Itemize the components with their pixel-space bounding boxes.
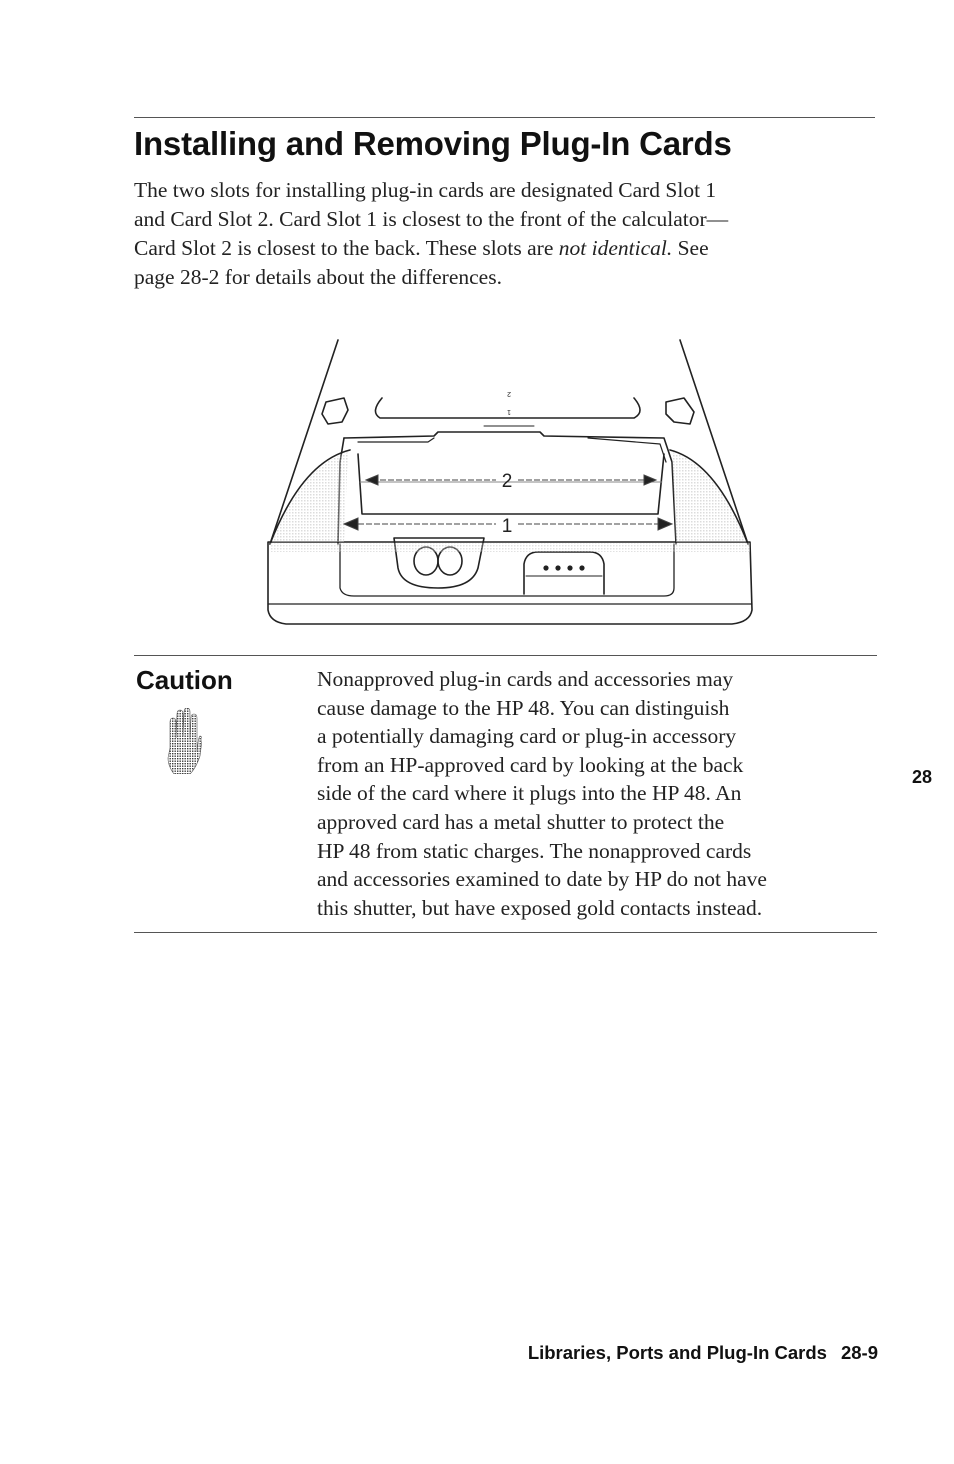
caution-heading: Caution — [136, 665, 233, 695]
card-slots-illustration — [262, 332, 756, 632]
caution-top-rule — [134, 655, 877, 656]
page-footer — [528, 1341, 878, 1365]
caution-line-9: this shutter, but have exposed gold contacts instead. — [317, 895, 763, 920]
caution-body — [317, 665, 877, 922]
intro-emphasis: not identical. — [558, 236, 673, 260]
intro-line-1: The two slots for installing plug-in cards are designated Card Slot 1 — [134, 178, 717, 202]
io-port — [524, 552, 604, 594]
caution-line-6: approved card has a metal shutter to protect the — [317, 809, 725, 834]
right-window-icon — [666, 398, 694, 424]
caution-line-4: from an HP-approved card by looking at the back — [317, 752, 744, 777]
caution-line-5: side of the card where it plugs into the HP 48. An — [317, 781, 742, 806]
intro-line-2: and Card Slot 2. Card Slot 1 is closest to the front of the calculator— — [134, 207, 729, 231]
hand-stop-icon — [162, 708, 202, 774]
intro-line-4: page 28-2 for details about the differences. — [134, 265, 502, 289]
caution-line-1: Nonapproved plug-in cards and accessories may — [317, 667, 734, 691]
footer-page-number: 28-9 — [840, 1342, 878, 1363]
slot-1-label: 1 — [501, 516, 513, 537]
caution-line-3: a potentially damaging card or plug-in accessory — [317, 724, 737, 749]
slot-mini-label-top: 2 — [507, 390, 511, 397]
chapter-tab: 28 — [912, 767, 933, 787]
intro-line-3-end: See — [672, 236, 709, 260]
slot-2-label: 2 — [501, 471, 513, 492]
caution-line-8: and accessories examined to date by HP do not have — [317, 867, 767, 892]
left-window-icon — [322, 398, 348, 424]
slot-mini-label-bottom: 1 — [507, 408, 511, 415]
caution-line-2: cause damage to the HP 48. You can distinguish — [317, 695, 730, 720]
footer-chapter-title: Libraries, Ports and Plug-In Cards — [527, 1342, 827, 1363]
intro-line-3 — [134, 234, 874, 263]
intro-line-3-start: Card Slot 2 is closest to the back. These slots are — [134, 236, 559, 260]
page-title: Installing and Removing Plug-In Cards — [134, 125, 732, 162]
caution-line-7: HP 48 from static charges. The nonapproved cards — [317, 838, 752, 863]
caution-bottom-rule — [134, 932, 877, 933]
top-rule — [134, 117, 875, 118]
intro-paragraph — [134, 176, 874, 292]
